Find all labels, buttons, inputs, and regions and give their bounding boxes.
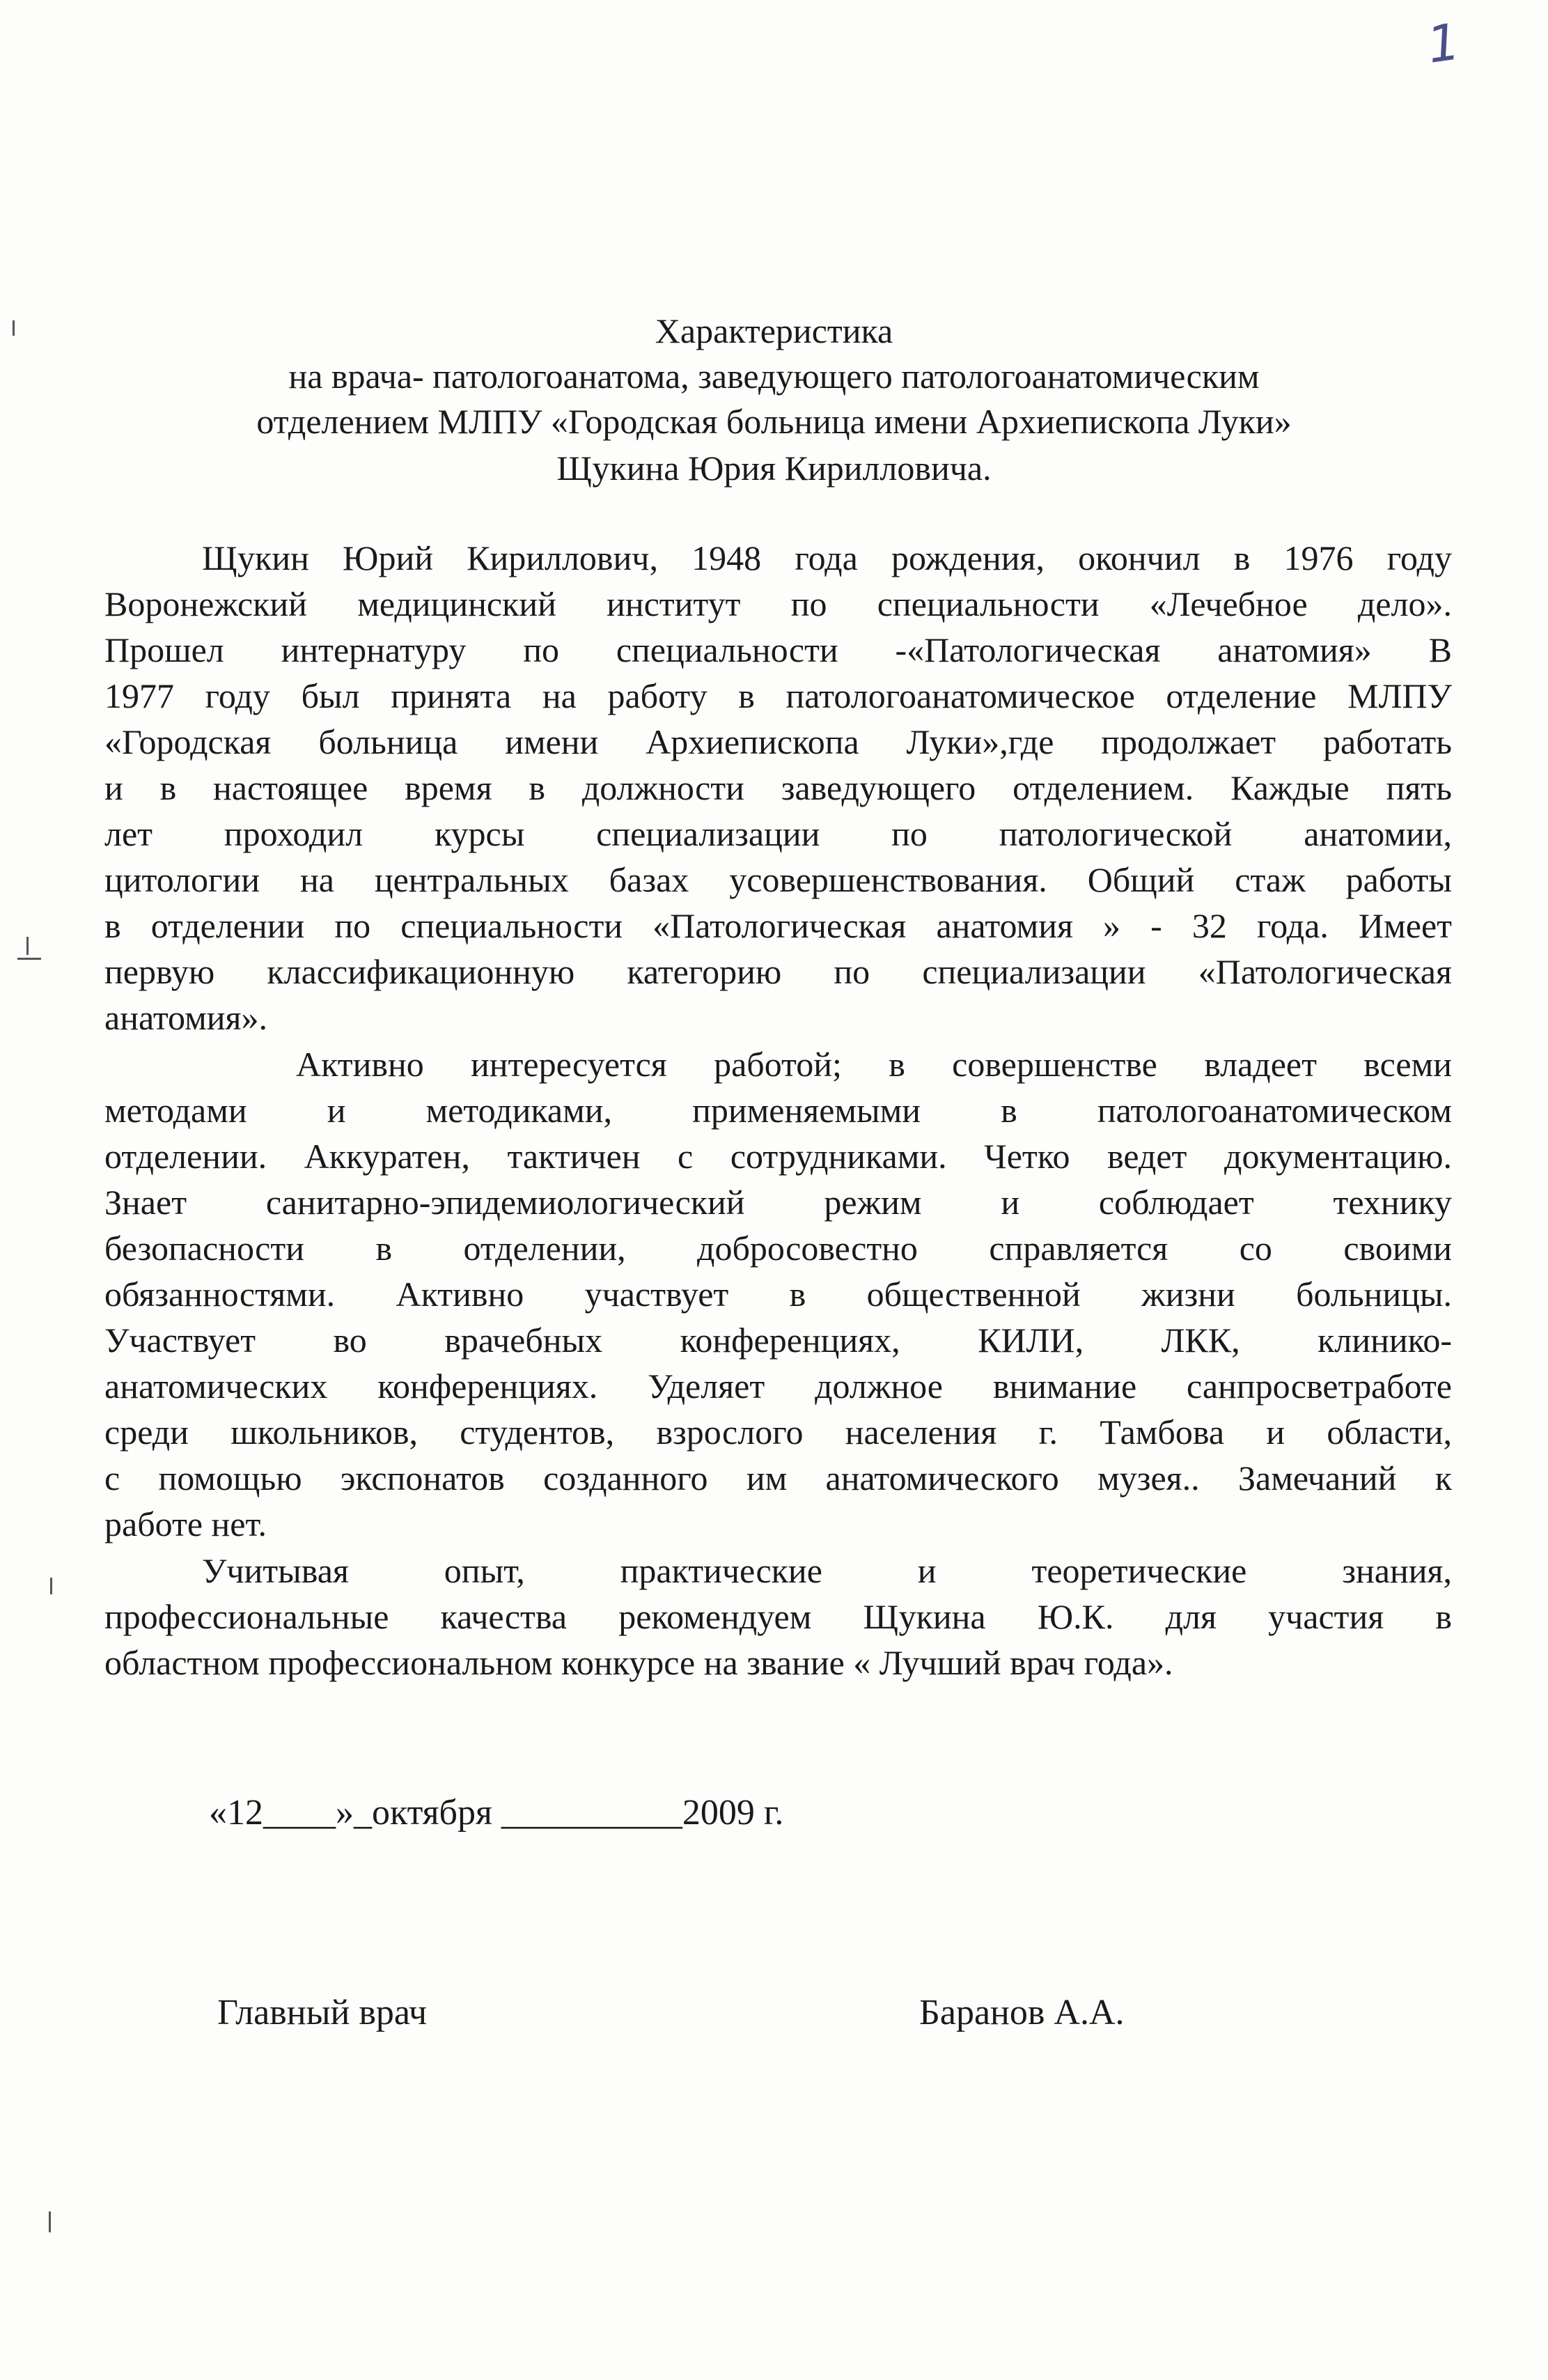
document-title: Характеристика bbox=[655, 311, 893, 350]
body-line: среди школьников, студентов, взрослого населения г. Тамбова и области, bbox=[104, 1413, 1452, 1452]
subtitle-line-2: отделением МЛПУ «Городская больница имени Архиепископа Луки» bbox=[256, 402, 1292, 441]
body-line: цитологии на центральных базах усовершенствования. Общий стаж работы bbox=[104, 860, 1452, 899]
scan-mark bbox=[17, 958, 41, 960]
body-line: безопасности в отделении, добросовестно справляется со своими bbox=[104, 1229, 1452, 1268]
body-line: отделении. Аккуратен, тактичен с сотрудниками. Четко ведет документацию. bbox=[104, 1137, 1452, 1176]
body-line: Активно интересуется работой; в совершенстве владеет всеми bbox=[296, 1045, 1452, 1084]
body-line: и в настоящее время в должности заведующего отделением. Каждые пять bbox=[104, 768, 1452, 807]
signatory-name: Баранов А.А. bbox=[919, 1993, 1125, 2032]
scan-mark bbox=[49, 2211, 51, 2232]
body-line: методами и методиками, применяемыми в патологоанатомическом bbox=[104, 1091, 1452, 1130]
body-line: Прошел интернатуру по специальности -«Патологическая анатомия» В bbox=[104, 630, 1452, 669]
body-line: профессиональные качества рекомендуем Щукина Ю.К. для участия в bbox=[104, 1597, 1452, 1636]
body-line: Воронежский медицинский институт по специальности «Лечебное дело». bbox=[104, 584, 1452, 623]
body-line: Щукин Юрий Кириллович, 1948 года рождения, окончил в 1976 году bbox=[202, 538, 1452, 577]
body-line: анатомических конференциях. Уделяет должное внимание санпросветработе bbox=[104, 1367, 1452, 1406]
body-line: в отделении по специальности «Патологическая анатомия » - 32 года. Имеет bbox=[104, 906, 1452, 945]
body-line: первую классификационную категорию по специализации «Патологическая bbox=[104, 952, 1452, 991]
body-line: «Городская больница имени Архиепископа Луки»,где продолжает работать bbox=[104, 722, 1452, 761]
body-line: Знает санитарно-эпидемиологический режим и соблюдает технику bbox=[104, 1183, 1452, 1222]
body-line: лет проходил курсы специализации по патологической анатомии, bbox=[104, 814, 1452, 853]
body-line: 1977 году был принята на работу в патологоанатомическое отделение МЛПУ bbox=[104, 676, 1452, 715]
date-line: «12____»_октября __________2009 г. bbox=[209, 1793, 784, 1833]
body-line: обязанностями. Активно участвует в общественной жизни больницы. bbox=[104, 1275, 1452, 1314]
body-line: работе нет. bbox=[104, 1504, 267, 1543]
body-line: с помощью экспонатов созданного им анатомического музея.. Замечаний к bbox=[104, 1459, 1452, 1498]
subtitle-line-1: на врача- патологоанатома, заведующего патологоанатомическим bbox=[288, 357, 1260, 396]
scan-mark bbox=[13, 320, 15, 336]
body-line: Участвует во врачебных конференциях, КИЛИ, ЛКК, клинико- bbox=[104, 1321, 1452, 1360]
scan-mark bbox=[26, 937, 29, 955]
subtitle-name-line: Щукина Юрия Кирилловича. bbox=[556, 449, 992, 488]
body-line: Учитывая опыт, практические и теоретические знания, bbox=[202, 1551, 1452, 1590]
scan-mark bbox=[50, 1578, 52, 1594]
page-number: 1 bbox=[1423, 12, 1464, 75]
signatory-role: Главный врач bbox=[217, 1993, 428, 2032]
body-line: областном профессиональном конкурсе на звание « Лучший врач года». bbox=[104, 1643, 1173, 1682]
body-line: анатомия». bbox=[104, 998, 267, 1037]
